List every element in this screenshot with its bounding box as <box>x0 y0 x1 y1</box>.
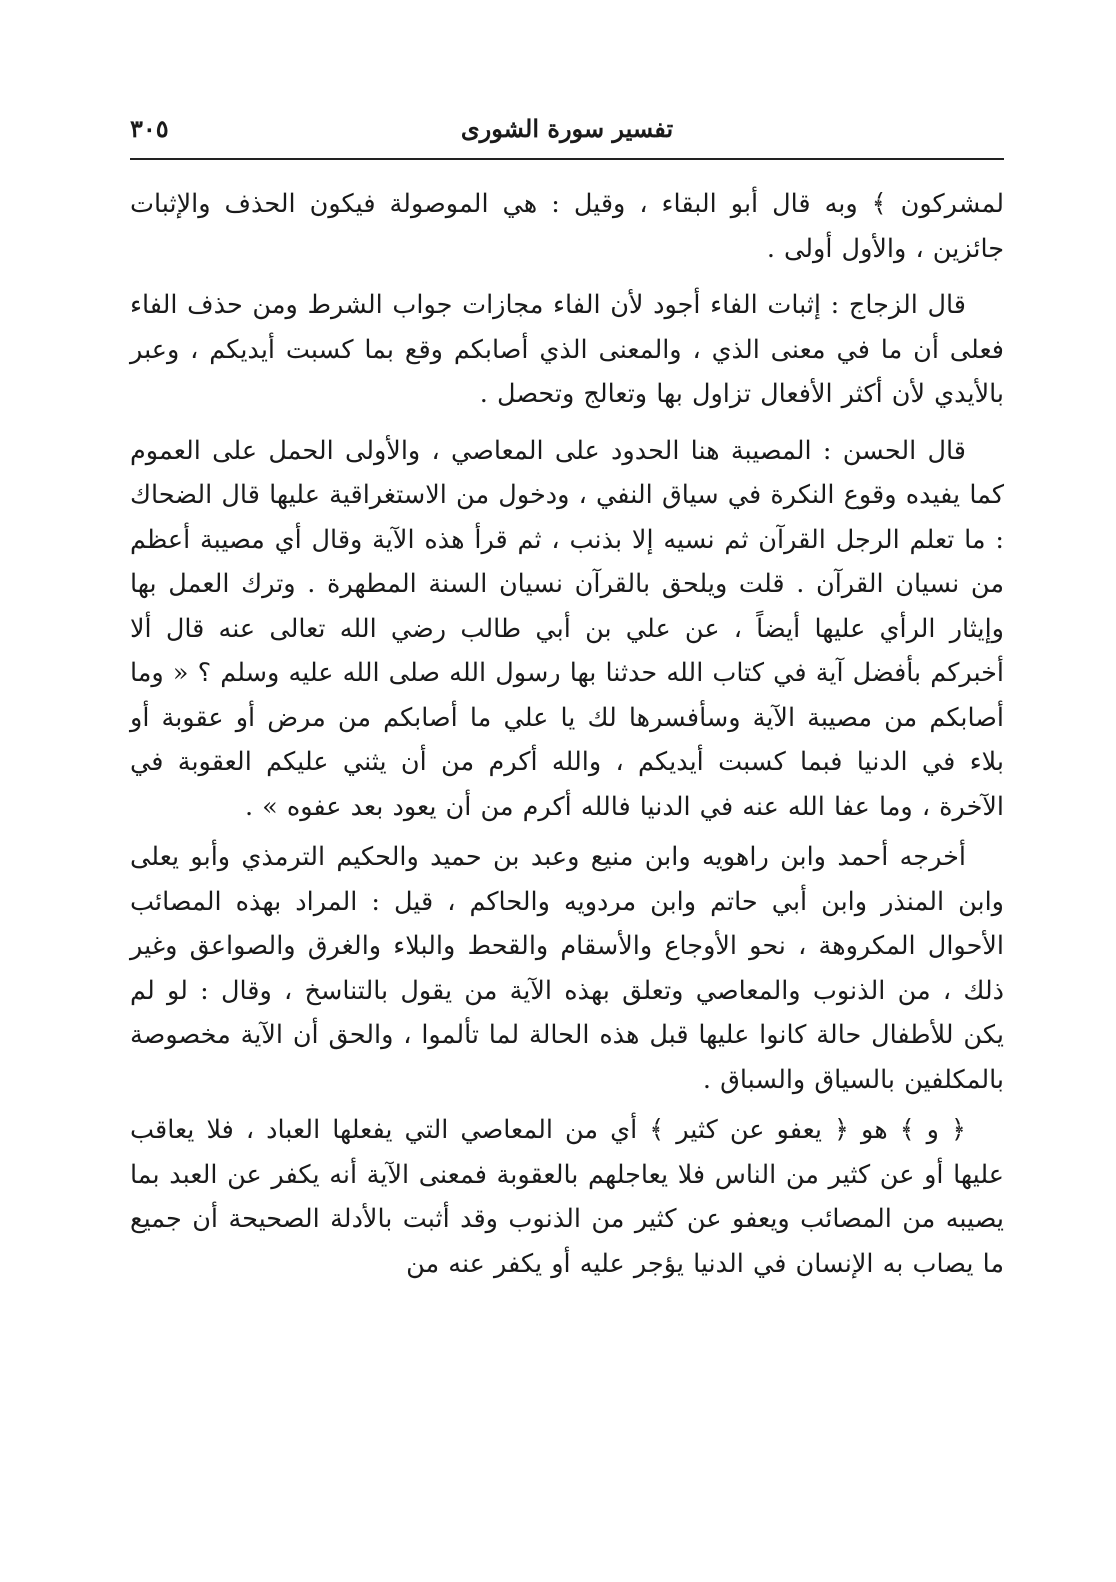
page-number: ٣٠٥ <box>130 114 169 143</box>
document-page <box>130 112 1004 1552</box>
paragraph: لمشركون ﴾ وبه قال أبو البقاء ، وقيل : هي الموصولة فيكون الحذف والإثبات جائزين ، والأول أولى . <box>130 189 1004 264</box>
page-header <box>130 112 1004 160</box>
paragraph: ﴿ و ﴾ هو ﴿ يعفو عن كثير ﴾ أي من المعاصي التي يفعلها العباد ، فلا يعاقب عليها أو عن كثير من الناس فلا يعاجلهم بالعقوبة فمعنى الآية أنه يكفر عن العبد بما يصيبه من المصائب ويعفو عن كثير من الذنوب وقد أثبت بالأدلة الصحيحة أن جميع ما يصاب به الإنسان في الدنيا يؤجر عليه أو يكفر عنه من <box>130 1115 1004 1279</box>
paragraph: أخرجه أحمد وابن راهويه وابن منيع وعبد بن حميد والحكيم الترمذي وأبو يعلى وابن المنذر وابن أبي حاتم وابن مردويه والحاكم ، قيل : المراد بهذه المصائب الأحوال المكروهة ، نحو الأوجاع والأسقام والقحط والبلاء والغرق والصواعق وغير ذلك ، من الذنوب والمعاصي وتعلق بهذه الآية من يقول بالتناسخ ، وقال : لو لم يكن للأطفال حالة كانوا عليها قبل هذه الحالة لما تألموا ، والحق أن الآية مخصوصة بالمكلفين بالسياق والسباق . <box>130 842 1004 1095</box>
running-title: تفسير سورة الشورى <box>460 114 674 143</box>
body-text <box>130 182 1004 1286</box>
paragraph: قال الزجاج : إثبات الفاء أجود لأن الفاء مجازات جواب الشرط ومن حذف الفاء فعلى أن ما في معنى الذي ، والمعنى الذي أصابكم وقع بما كسبت أيديكم ، وعبر بالأيدي لأن أكثر الأفعال تزاول بها وتعالج وتحصل . <box>130 290 1004 409</box>
paragraph: قال الحسن : المصيبة هنا الحدود على المعاصي ، والأولى الحمل على العموم كما يفيده وقوع النكرة في سياق النفي ، ودخول من الاستغراقية عليها قال الضحاك : ما تعلم الرجل القرآن ثم نسيه إلا بذنب ، ثم قرأ هذه الآية وقال أي مصيبة أعظم من نسيان القرآن . قلت ويلحق بالقرآن نسيان السنة المطهرة . وترك العمل بها وإيثار الرأي عليها أيضاً ، عن علي بن أبي طالب رضي الله تعالى عنه قال ألا أخبركم بأفضل آية في كتاب الله حدثنا بها رسول الله صلى الله عليه وسلم ؟ « وما أصابكم من مصيبة الآية وسأفسرها لك يا علي ما أصابكم من مرض أو عقوبة أو بلاء في الدنيا فبما كسبت أيديكم ، والله أكرم من أن يثني عليكم العقوبة في الآخرة ، وما عفا الله عنه في الدنيا فالله أكرم من أن يعود بعد عفوه » . <box>130 435 1004 822</box>
